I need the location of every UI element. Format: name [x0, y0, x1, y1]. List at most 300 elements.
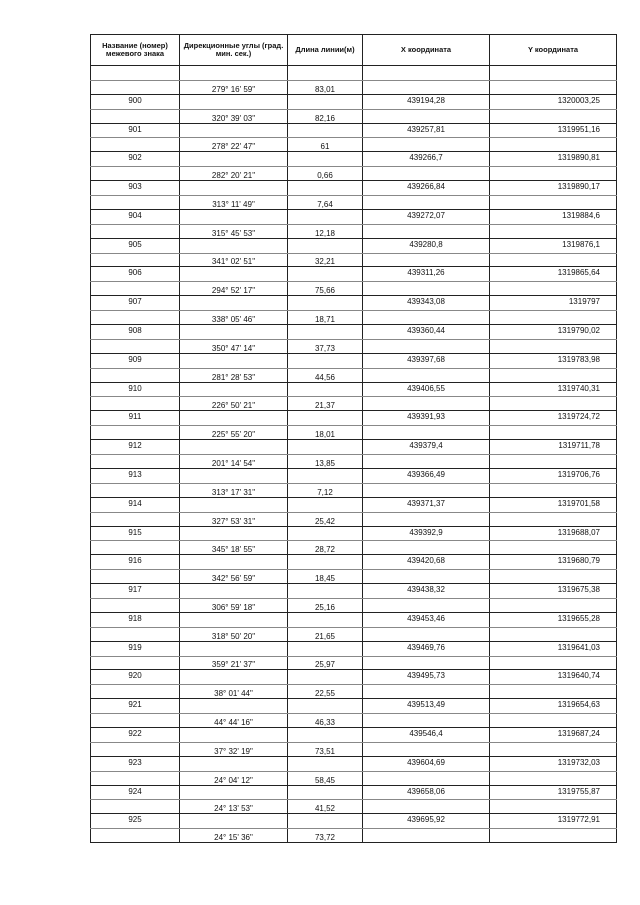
y-coordinate-cell: 1319755,87: [490, 785, 617, 800]
line-length-cell: 0,66: [288, 167, 363, 181]
x-coordinate-cell: 439420,68: [363, 555, 490, 570]
direction-angle-cell: 338° 05' 46": [180, 311, 288, 325]
table-row-line: [91, 598, 617, 612]
empty-cell: [288, 670, 363, 685]
empty-cell: [180, 267, 288, 282]
empty-cell: [288, 526, 363, 541]
table-row-point: [91, 468, 617, 483]
direction-angle-cell: 37° 32' 19": [180, 742, 288, 756]
direction-angle-cell: 342° 56' 59": [180, 570, 288, 584]
empty-cell: [91, 426, 180, 440]
line-length-cell: 73,72: [288, 829, 363, 843]
empty-cell: [288, 296, 363, 311]
table-row-line: [91, 311, 617, 325]
table-row-line: [91, 282, 617, 296]
empty-cell: [490, 339, 617, 353]
empty-cell: [363, 138, 490, 152]
empty-cell: [91, 512, 180, 526]
line-length-cell: 7,12: [288, 483, 363, 497]
empty-cell: [288, 382, 363, 397]
empty-cell: [91, 714, 180, 728]
empty-cell: [363, 368, 490, 382]
empty-cell: [490, 426, 617, 440]
point-name-cell: 902: [91, 152, 180, 167]
line-length-cell: 73,51: [288, 742, 363, 756]
empty-cell: [288, 152, 363, 167]
empty-cell: [490, 570, 617, 584]
table-row-point: [91, 699, 617, 714]
y-coordinate-cell: 1319890,81: [490, 152, 617, 167]
point-name-cell: 917: [91, 584, 180, 599]
point-name-cell: 922: [91, 727, 180, 742]
empty-cell: [91, 109, 180, 123]
x-coordinate-cell: 439695,92: [363, 814, 490, 829]
empty-cell: [490, 368, 617, 382]
empty-cell: [180, 468, 288, 483]
empty-cell: [490, 541, 617, 555]
empty-cell: [180, 209, 288, 224]
y-coordinate-cell: 1319655,28: [490, 612, 617, 627]
empty-cell: [91, 167, 180, 181]
empty-cell: [288, 785, 363, 800]
empty-cell: [490, 455, 617, 469]
empty-cell: [490, 224, 617, 238]
table-row-point: [91, 123, 617, 138]
empty-cell: [490, 714, 617, 728]
y-coordinate-cell: 1319790,02: [490, 325, 617, 340]
empty-cell: [490, 800, 617, 814]
boundary-coordinates-table-container: [90, 34, 616, 843]
direction-angle-cell: 24° 04' 12": [180, 771, 288, 785]
empty-cell: [363, 196, 490, 210]
y-coordinate-cell: 1319732,03: [490, 756, 617, 771]
x-coordinate-cell: 439604,69: [363, 756, 490, 771]
point-name-cell: 925: [91, 814, 180, 829]
table-row-point: [91, 756, 617, 771]
table-row-line: [91, 714, 617, 728]
empty-cell: [180, 785, 288, 800]
table-row-line: [91, 138, 617, 152]
direction-angle-cell: 294° 52' 17": [180, 282, 288, 296]
empty-cell: [288, 440, 363, 455]
x-coordinate-cell: 439371,37: [363, 497, 490, 512]
x-coordinate-cell: 439360,44: [363, 325, 490, 340]
empty-cell: [363, 627, 490, 641]
y-coordinate-cell: 1319951,16: [490, 123, 617, 138]
line-length-cell: 58,45: [288, 771, 363, 785]
direction-angle-cell: 318° 50' 20": [180, 627, 288, 641]
empty-cell: [91, 224, 180, 238]
empty-cell: [288, 353, 363, 368]
empty-cell: [288, 94, 363, 109]
table-row-point: [91, 555, 617, 570]
x-coordinate-cell: 439311,26: [363, 267, 490, 282]
empty-cell: [288, 555, 363, 570]
y-coordinate-cell: 1319687,24: [490, 727, 617, 742]
point-name-cell: 909: [91, 353, 180, 368]
line-length-cell: 75,66: [288, 282, 363, 296]
empty-cell: [288, 325, 363, 340]
table-row-line: [91, 627, 617, 641]
empty-cell: [91, 397, 180, 411]
line-length-cell: 82,16: [288, 109, 363, 123]
direction-angle-cell: 226° 50' 21": [180, 397, 288, 411]
x-coordinate-cell: 439546,4: [363, 727, 490, 742]
point-name-cell: 923: [91, 756, 180, 771]
empty-cell: [180, 66, 288, 81]
empty-cell: [91, 196, 180, 210]
table-body: [91, 66, 617, 843]
empty-cell: [288, 123, 363, 138]
empty-cell: [490, 512, 617, 526]
table-row-line: [91, 570, 617, 584]
empty-cell: [363, 397, 490, 411]
table-row-point: [91, 526, 617, 541]
empty-cell: [363, 426, 490, 440]
empty-cell: [363, 742, 490, 756]
empty-cell: [490, 196, 617, 210]
table-row-line: [91, 455, 617, 469]
point-name-cell: 906: [91, 267, 180, 282]
line-length-cell: 18,71: [288, 311, 363, 325]
empty-cell: [288, 267, 363, 282]
table-row-point: [91, 66, 617, 81]
x-coordinate-cell: 439453,46: [363, 612, 490, 627]
x-coordinate-cell: 439379,4: [363, 440, 490, 455]
table-header-row: [91, 35, 617, 66]
empty-cell: [180, 353, 288, 368]
table-row-line: [91, 656, 617, 670]
empty-cell: [490, 167, 617, 181]
table-row-line: [91, 253, 617, 267]
direction-angle-cell: 306° 59' 18": [180, 598, 288, 612]
table-row-point: [91, 267, 617, 282]
empty-cell: [363, 685, 490, 699]
empty-cell: [288, 584, 363, 599]
direction-angle-cell: 38° 01' 44": [180, 685, 288, 699]
table-row-line: [91, 742, 617, 756]
empty-cell: [490, 685, 617, 699]
table-row-line: [91, 483, 617, 497]
empty-cell: [91, 742, 180, 756]
line-length-cell: 21,37: [288, 397, 363, 411]
x-coordinate-cell: 439194,28: [363, 94, 490, 109]
point-name-cell: 905: [91, 238, 180, 253]
table-row-point: [91, 814, 617, 829]
table-row-point: [91, 325, 617, 340]
empty-cell: [91, 570, 180, 584]
y-coordinate-cell: 1319884,6: [490, 209, 617, 224]
y-coordinate-cell: 1319654,63: [490, 699, 617, 714]
table-row-line: [91, 541, 617, 555]
table-row-point: [91, 152, 617, 167]
point-name-cell: 907: [91, 296, 180, 311]
empty-cell: [180, 699, 288, 714]
direction-angle-cell: 279° 16' 59": [180, 80, 288, 94]
header-x-coordinate: X координата: [363, 35, 490, 66]
x-coordinate-cell: 439513,49: [363, 699, 490, 714]
table-row-point: [91, 382, 617, 397]
y-coordinate-cell: 1319865,64: [490, 267, 617, 282]
empty-cell: [490, 627, 617, 641]
empty-cell: [180, 727, 288, 742]
y-coordinate-cell: 1319711,78: [490, 440, 617, 455]
y-coordinate-cell: 1319688,07: [490, 526, 617, 541]
empty-cell: [490, 656, 617, 670]
line-length-cell: 41,52: [288, 800, 363, 814]
table-row-point: [91, 411, 617, 426]
y-coordinate-cell: 1319876,1: [490, 238, 617, 253]
table-row-line: [91, 368, 617, 382]
empty-cell: [363, 339, 490, 353]
empty-cell: [180, 238, 288, 253]
empty-cell: [288, 641, 363, 656]
direction-angle-cell: 282° 20' 21": [180, 167, 288, 181]
table-row-line: [91, 829, 617, 843]
table-row-line: [91, 800, 617, 814]
y-coordinate-cell: 1319706,76: [490, 468, 617, 483]
empty-cell: [288, 468, 363, 483]
y-coordinate-cell: 1319724,72: [490, 411, 617, 426]
boundary-coordinates-table: [90, 34, 617, 843]
empty-cell: [490, 80, 617, 94]
x-coordinate-cell: 439272,07: [363, 209, 490, 224]
direction-angle-cell: 225° 55' 20": [180, 426, 288, 440]
point-name-cell: 900: [91, 94, 180, 109]
table-row-line: [91, 771, 617, 785]
empty-cell: [490, 771, 617, 785]
table-row-point: [91, 612, 617, 627]
table-row-point: [91, 296, 617, 311]
direction-angle-cell: 327° 53' 31": [180, 512, 288, 526]
empty-cell: [91, 771, 180, 785]
point-name-cell: 911: [91, 411, 180, 426]
x-coordinate-cell: 439257,81: [363, 123, 490, 138]
empty-cell: [288, 756, 363, 771]
point-name-cell: 924: [91, 785, 180, 800]
table-row-point: [91, 584, 617, 599]
line-length-cell: 13,85: [288, 455, 363, 469]
empty-cell: [288, 209, 363, 224]
empty-cell: [363, 253, 490, 267]
header-direction-angle: Дирекционные углы (град. мин. сек.): [180, 35, 288, 66]
point-name-cell: 916: [91, 555, 180, 570]
line-length-cell: 61: [288, 138, 363, 152]
empty-cell: [363, 829, 490, 843]
empty-cell: [363, 455, 490, 469]
x-coordinate-cell: 439438,32: [363, 584, 490, 599]
empty-cell: [288, 814, 363, 829]
table-row-line: [91, 512, 617, 526]
point-name-cell: 903: [91, 181, 180, 196]
empty-cell: [490, 483, 617, 497]
point-name-cell: 918: [91, 612, 180, 627]
empty-cell: [363, 311, 490, 325]
empty-cell: [91, 282, 180, 296]
point-name-cell: 915: [91, 526, 180, 541]
direction-angle-cell: 313° 17' 31": [180, 483, 288, 497]
empty-cell: [490, 829, 617, 843]
x-coordinate-cell: 439469,76: [363, 641, 490, 656]
header-y-coordinate: Y координата: [490, 35, 617, 66]
empty-cell: [180, 756, 288, 771]
direction-angle-cell: 201° 14' 54": [180, 455, 288, 469]
line-length-cell: 7,64: [288, 196, 363, 210]
empty-cell: [180, 325, 288, 340]
line-length-cell: 46,33: [288, 714, 363, 728]
line-length-cell: 44,56: [288, 368, 363, 382]
table-row-line: [91, 685, 617, 699]
empty-cell: [180, 612, 288, 627]
point-name-cell: 912: [91, 440, 180, 455]
x-coordinate-cell: 439343,08: [363, 296, 490, 311]
empty-cell: [363, 598, 490, 612]
y-coordinate-cell: 1319890,17: [490, 181, 617, 196]
empty-cell: [490, 311, 617, 325]
empty-cell: [180, 296, 288, 311]
empty-cell: [180, 641, 288, 656]
direction-angle-cell: 278° 22' 47": [180, 138, 288, 152]
empty-cell: [288, 497, 363, 512]
empty-cell: [91, 455, 180, 469]
header-line-length: Длина линии(м): [288, 35, 363, 66]
line-length-cell: 83,01: [288, 80, 363, 94]
empty-cell: [363, 570, 490, 584]
x-coordinate-cell: 439280,8: [363, 238, 490, 253]
table-row-line: [91, 196, 617, 210]
table-row-point: [91, 727, 617, 742]
y-coordinate-cell: 1319797: [490, 296, 617, 311]
line-length-cell: 32,21: [288, 253, 363, 267]
table-row-point: [91, 209, 617, 224]
table-row-point: [91, 670, 617, 685]
y-coordinate-cell: 1319783,98: [490, 353, 617, 368]
empty-cell: [91, 311, 180, 325]
empty-cell: [91, 627, 180, 641]
x-coordinate-cell: 439658,06: [363, 785, 490, 800]
direction-angle-cell: 24° 13' 53": [180, 800, 288, 814]
line-length-cell: 21,65: [288, 627, 363, 641]
empty-cell: [363, 541, 490, 555]
header-point-name: Название (номер) межевого знака: [91, 35, 180, 66]
empty-cell: [91, 598, 180, 612]
y-coordinate-cell: 1319641,03: [490, 641, 617, 656]
point-name-cell: 920: [91, 670, 180, 685]
x-coordinate-cell: 439266,84: [363, 181, 490, 196]
line-length-cell: 25,97: [288, 656, 363, 670]
table-row-point: [91, 94, 617, 109]
y-coordinate-cell: 1319701,58: [490, 497, 617, 512]
empty-cell: [288, 66, 363, 81]
empty-cell: [91, 253, 180, 267]
empty-cell: [490, 253, 617, 267]
empty-cell: [363, 771, 490, 785]
empty-cell: [363, 714, 490, 728]
empty-cell: [91, 339, 180, 353]
x-coordinate-cell: 439392,9: [363, 526, 490, 541]
point-name-cell: [91, 66, 180, 81]
point-name-cell: 919: [91, 641, 180, 656]
empty-cell: [180, 123, 288, 138]
point-name-cell: 910: [91, 382, 180, 397]
line-length-cell: 22,55: [288, 685, 363, 699]
empty-cell: [91, 656, 180, 670]
direction-angle-cell: 313° 11' 49": [180, 196, 288, 210]
y-coordinate-cell: 1319640,74: [490, 670, 617, 685]
table-row-line: [91, 224, 617, 238]
x-coordinate-cell: 439391,93: [363, 411, 490, 426]
empty-cell: [363, 512, 490, 526]
line-length-cell: 28,72: [288, 541, 363, 555]
table-row-point: [91, 353, 617, 368]
empty-cell: [91, 541, 180, 555]
empty-cell: [180, 411, 288, 426]
direction-angle-cell: 24° 15' 36": [180, 829, 288, 843]
direction-angle-cell: 345° 18' 55": [180, 541, 288, 555]
line-length-cell: 18,45: [288, 570, 363, 584]
table-row-line: [91, 167, 617, 181]
x-coordinate-cell: 439397,68: [363, 353, 490, 368]
x-coordinate-cell: 439366,49: [363, 468, 490, 483]
empty-cell: [490, 282, 617, 296]
empty-cell: [288, 411, 363, 426]
empty-cell: [180, 584, 288, 599]
empty-cell: [180, 526, 288, 541]
table-row-point: [91, 181, 617, 196]
empty-cell: [288, 181, 363, 196]
point-name-cell: 913: [91, 468, 180, 483]
point-name-cell: 921: [91, 699, 180, 714]
empty-cell: [363, 483, 490, 497]
point-name-cell: 908: [91, 325, 180, 340]
empty-cell: [363, 109, 490, 123]
empty-cell: [91, 829, 180, 843]
empty-cell: [363, 224, 490, 238]
y-coordinate-cell: 1319680,79: [490, 555, 617, 570]
direction-angle-cell: 44° 44' 16": [180, 714, 288, 728]
empty-cell: [288, 612, 363, 627]
empty-cell: [91, 685, 180, 699]
point-name-cell: 901: [91, 123, 180, 138]
empty-cell: [490, 742, 617, 756]
x-coordinate-cell: 439266,7: [363, 152, 490, 167]
table-row-line: [91, 397, 617, 411]
direction-angle-cell: 281° 28' 53": [180, 368, 288, 382]
y-coordinate-cell: 1319772,91: [490, 814, 617, 829]
table-row-point: [91, 440, 617, 455]
point-name-cell: 914: [91, 497, 180, 512]
table-row-line: [91, 426, 617, 440]
empty-cell: [363, 656, 490, 670]
table-row-point: [91, 641, 617, 656]
empty-cell: [363, 80, 490, 94]
direction-angle-cell: 315° 45' 53": [180, 224, 288, 238]
line-length-cell: 12,18: [288, 224, 363, 238]
empty-cell: [180, 152, 288, 167]
empty-cell: [91, 800, 180, 814]
empty-cell: [490, 397, 617, 411]
empty-cell: [180, 555, 288, 570]
empty-cell: [490, 598, 617, 612]
empty-cell: [91, 138, 180, 152]
line-length-cell: 37,73: [288, 339, 363, 353]
x-coordinate-cell: 439406,55: [363, 382, 490, 397]
empty-cell: [91, 80, 180, 94]
empty-cell: [180, 440, 288, 455]
table-row-line: [91, 109, 617, 123]
y-coordinate-cell: 1319675,38: [490, 584, 617, 599]
empty-cell: [180, 497, 288, 512]
